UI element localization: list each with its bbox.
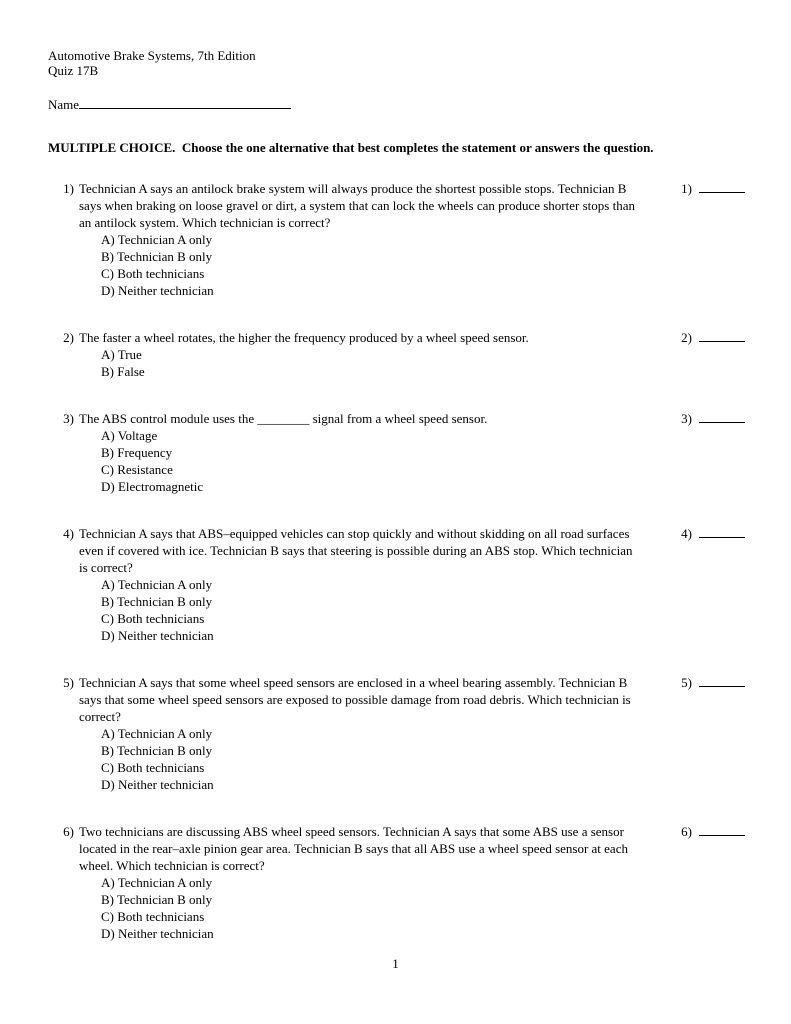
option-b: B) Technician B only xyxy=(101,743,213,758)
option-d: D) Neither technician xyxy=(101,283,214,298)
option-a: A) Technician A only xyxy=(101,577,213,592)
option-a: A) Voltage xyxy=(101,428,158,443)
question-6 xyxy=(48,823,745,942)
option-b: B) Technician B only xyxy=(101,594,213,609)
name-row xyxy=(48,96,745,113)
document-title: Automotive Brake Systems, 7th Edition xyxy=(48,48,256,63)
question-body xyxy=(79,329,641,380)
option-b: B) Frequency xyxy=(101,445,173,460)
option-a: A) Technician A only xyxy=(101,875,213,890)
option-d: D) Neither technician xyxy=(101,926,214,941)
question-number: 5) xyxy=(63,675,74,690)
quiz-number: Quiz 17B xyxy=(48,63,99,78)
option-d: D) Neither technician xyxy=(101,777,214,792)
answer-area xyxy=(673,525,745,542)
option-c: C) Both technicians xyxy=(101,909,205,924)
question-2 xyxy=(48,329,745,380)
question-number: 4) xyxy=(63,526,74,541)
option-a: A) Technician A only xyxy=(101,232,213,247)
question-text: The ABS control module uses the ________ signal from a wheel speed sensor. xyxy=(79,411,488,426)
answer-number: 6) xyxy=(681,824,692,839)
answer-area xyxy=(673,674,745,691)
option-list xyxy=(79,346,641,380)
answer-number: 2) xyxy=(681,330,692,345)
answer-fill-line[interactable] xyxy=(699,410,745,423)
page-number: 1 xyxy=(392,956,399,971)
option-c: C) Both technicians xyxy=(101,611,205,626)
question-body xyxy=(79,525,641,644)
answer-number: 5) xyxy=(681,675,692,690)
option-list xyxy=(79,427,641,495)
answer-number: 3) xyxy=(681,411,692,426)
option-list xyxy=(79,576,641,644)
question-body xyxy=(79,674,641,793)
option-list xyxy=(79,874,641,942)
question-text: Technician A says an antilock brake system will always produce the shortest possible stops. Technician B says when braking on loose gravel or dirt, a system that can lock the wheels can produce shorter stops than an antilock system. Which technician is correct? xyxy=(79,181,635,230)
name-label: Name xyxy=(48,97,80,112)
answer-area xyxy=(673,823,745,840)
option-a: A) Technician A only xyxy=(101,726,213,741)
answer-fill-line[interactable] xyxy=(699,525,745,538)
question-number: 6) xyxy=(63,824,74,839)
question-body xyxy=(79,823,641,942)
question-body xyxy=(79,180,641,299)
question-body xyxy=(79,410,641,495)
question-text: The faster a wheel rotates, the higher the frequency produced by a wheel speed sensor. xyxy=(79,330,529,345)
question-text: Two technicians are discussing ABS wheel speed sensors. Technician A says that some ABS use a sensor located in the rear–axle pinion gear area. Technician B says that all ABS use a wheel speed sensor at each wheel. Which technician is correct? xyxy=(79,824,628,873)
answer-fill-line[interactable] xyxy=(699,329,745,342)
option-a: A) True xyxy=(101,347,142,362)
question-text: Technician A says that some wheel speed sensors are enclosed in a wheel bearing assembly. Technician B says that some wheel speed sensors are exposed to possible damage from road debris. Which technician is correct? xyxy=(79,675,631,724)
option-b: B) Technician B only xyxy=(101,249,213,264)
option-c: C) Both technicians xyxy=(101,266,205,281)
option-d: D) Neither technician xyxy=(101,628,214,643)
question-3 xyxy=(48,410,745,495)
question-4 xyxy=(48,525,745,644)
option-c: C) Resistance xyxy=(101,462,173,477)
answer-fill-line[interactable] xyxy=(699,180,745,193)
question-number: 1) xyxy=(63,181,74,196)
option-b: B) False xyxy=(101,364,145,379)
answer-number: 1) xyxy=(681,181,692,196)
option-c: C) Both technicians xyxy=(101,760,205,775)
option-b: B) Technician B only xyxy=(101,892,213,907)
document-header xyxy=(48,48,745,78)
question-5 xyxy=(48,674,745,793)
option-d: D) Electromagnetic xyxy=(101,479,204,494)
question-number: 3) xyxy=(63,411,74,426)
answer-area xyxy=(673,329,745,346)
option-list xyxy=(79,725,641,793)
name-fill-line[interactable] xyxy=(79,96,291,109)
answer-fill-line[interactable] xyxy=(699,674,745,687)
question-text: Technician A says that ABS–equipped vehicles can stop quickly and without skidding on all road surfaces even if covered with ice. Technician B says that steering is possible during an ABS stop. Which technician is correct? xyxy=(79,526,633,575)
section-instructions: MULTIPLE CHOICE. Choose the one alternative that best completes the statement or answers the question. xyxy=(48,140,654,155)
answer-number: 4) xyxy=(681,526,692,541)
question-1 xyxy=(48,180,745,299)
answer-area xyxy=(673,180,745,197)
question-number: 2) xyxy=(63,330,74,345)
answer-area xyxy=(673,410,745,427)
answer-fill-line[interactable] xyxy=(699,823,745,836)
question-list xyxy=(48,180,745,942)
option-list xyxy=(79,231,641,299)
